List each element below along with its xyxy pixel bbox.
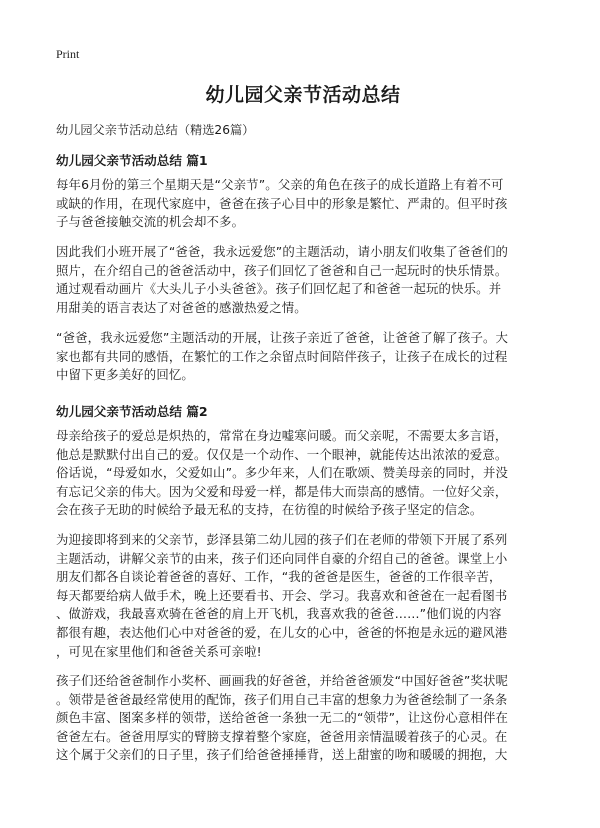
text-line: 、做游戏，我最喜欢骑在爸爸的肩上开飞机，我喜欢我的爸爸……”他们说的内容: [56, 606, 502, 622]
paragraph: [56, 427, 550, 520]
text-line: 他总是默默付出自己的爱。仅仅是一个动作、一个眼神，就能传达出浓浓的爱意。: [56, 446, 508, 462]
text-line: 为迎接即将到来的父亲节，彭泽县第二幼儿园的孩子们在老师的带领下开展了系列: [56, 532, 508, 547]
text-line: 有忘记父亲的伟大。因为父爱和母爱一样，都是伟大而崇高的感情。一位好父亲，: [56, 483, 508, 499]
page-title: 幼儿园父亲节活动总结: [205, 84, 401, 106]
text-line: 子与爸爸接触交流的机会却不多。: [56, 214, 245, 230]
text-line: “爸爸，我永远爱您”主题活动的开展，让孩子亲近了爸爸，让爸爸了解了孩子。大: [56, 330, 509, 345]
paragraph: [56, 176, 550, 232]
text-line: 通过观看动画片《大头儿子小头爸爸》。孩子们回忆起了和爸爸一起玩的快乐。并: [56, 281, 502, 297]
text-line: 主题活动，讲解父亲节的由来，孩子们还向同伴自豪的介绍自己的爸爸。课堂上小: [56, 550, 508, 566]
text-line: 中留下更多美好的回忆。: [56, 367, 194, 383]
document-subtitle: 幼儿园父亲节活动总结（精选26篇）: [56, 123, 255, 137]
text-line: 家也都有共同的感悟，在繁忙的工作之余留点时间陪伴孩子，让孩子在成长的过程: [56, 348, 508, 364]
text-line: 颜色丰富、图案多样的领带，送给爸爸一条独一无二的“领带”，让这份心意相伴在: [56, 710, 509, 726]
paragraph: [56, 531, 550, 661]
text-line: 每年6月份的第三个星期天是“父亲节”。父亲的角色在孩子的成长道路上有着不可: [56, 177, 504, 192]
text-line: 。领带是爸爸最经常使用的配饰，孩子们用自己丰富的想象力为爸爸绘制了一条条: [56, 691, 508, 707]
text-line: 因此我们小班开展了“爸爸，我永远爱您”的主题活动，请小朋友们收集了爸爸们的: [56, 244, 509, 259]
text-line: 每天都要给病人做手术，晚上还要看书、开会、学习。我喜欢和爸爸在一起看图书: [56, 587, 508, 603]
text-line: ，可见在家里他们和爸爸关系可亲啦!: [56, 643, 262, 659]
text-line: 朋友们都各自谈论着爸爸的喜好、工作，“我的爸爸是医生，爸爸的工作很辛苦，: [56, 569, 502, 585]
text-line: 会在孩子无助的时候给予最无私的支持，在彷徨的时候给予孩子坚定的信念。: [56, 502, 483, 518]
text-line: 爸爸左右。爸爸用厚实的臂膀支撑着整个家庭，爸爸用亲情温暖着孩子的心灵。在: [56, 728, 508, 744]
text-line: 俗话说，“母爱如水，父爱如山”。多少年来，人们在歌颂、赞美母亲的同时，并没: [56, 465, 509, 481]
text-line: 或缺的作用，在现代家庭中，爸爸在孩子心目中的形象是繁忙、严肃的。但平时孩: [56, 195, 508, 211]
text-line: 都很有趣，表达他们心中对爸爸的爱，在儿女的心中，爸爸的怀抱是永远的避风港: [56, 624, 508, 640]
section-heading-1: 幼儿园父亲节活动总结 篇1: [56, 153, 208, 168]
text-line: 这个属于父亲们的日子里，孩子们给爸爸捶捶背，送上甜蜜的吻和暖暖的拥抱，大: [56, 747, 508, 763]
paragraph: [56, 329, 550, 385]
print-link[interactable]: Print: [56, 47, 80, 61]
paragraph: [56, 672, 550, 765]
text-line: 用甜美的语言表达了对爸爸的感激热爱之情。: [56, 299, 307, 315]
text-line: 孩子们还给爸爸制作小奖杯、画画我的好爸爸，并给爸爸颁发“中国好爸爸”奖状呢: [56, 673, 509, 688]
text-line: 照片，在介绍自己的爸爸活动中，孩子们回忆了爸爸和自己一起玩时的快乐情景。: [56, 262, 508, 278]
section-heading-2: 幼儿园父亲节活动总结 篇2: [56, 404, 208, 419]
paragraph: [56, 243, 550, 317]
text-line: 母亲给孩子的爱总是炽热的，常常在身边嘘寒问暖。而父亲呢，不需要太多言语，: [56, 428, 508, 443]
